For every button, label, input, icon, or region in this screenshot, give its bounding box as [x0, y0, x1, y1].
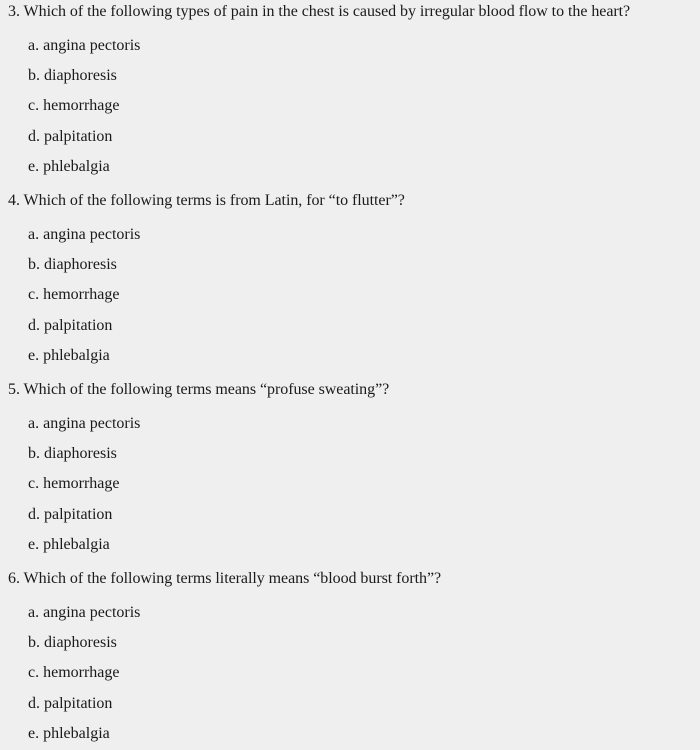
option-a[interactable]: a. angina pectoris — [28, 415, 141, 432]
answer-options — [8, 603, 700, 744]
option-a[interactable]: a. angina pectoris — [28, 604, 141, 621]
question-prompt: 3. Which of the following types of pain in the chest is caused by irregular blood flow to the heart? — [8, 3, 631, 20]
option-b[interactable]: b. diaphoresis — [28, 67, 117, 85]
option-c[interactable]: c. hemorrhage — [28, 97, 120, 115]
question-6 — [8, 569, 700, 744]
option-d[interactable]: d. palpitation — [28, 694, 113, 712]
option-a[interactable]: a. angina pectoris — [28, 226, 141, 243]
option-c[interactable]: c. hemorrhage — [28, 286, 120, 304]
option-b[interactable]: b. diaphoresis — [28, 634, 117, 652]
option-a[interactable]: a. angina pectoris — [28, 37, 141, 54]
option-d[interactable]: d. palpitation — [28, 127, 113, 145]
question-prompt: 4. Which of the following terms is from Latin, for “to flutter”? — [8, 192, 405, 209]
option-c[interactable]: c. hemorrhage — [28, 664, 120, 682]
question-5 — [8, 380, 700, 555]
answer-options — [8, 36, 700, 177]
option-e[interactable]: e. phlebalgia — [28, 724, 110, 742]
option-d[interactable]: d. palpitation — [28, 505, 113, 523]
question-prompt: 5. Which of the following terms means “profuse sweating”? — [8, 381, 390, 398]
question-4 — [8, 191, 700, 366]
question-3 — [8, 2, 700, 177]
question-prompt: 6. Which of the following terms literally means “blood burst forth”? — [8, 570, 442, 587]
answer-options — [8, 225, 700, 366]
option-b[interactable]: b. diaphoresis — [28, 445, 117, 463]
option-e[interactable]: e. phlebalgia — [28, 535, 110, 553]
option-e[interactable]: e. phlebalgia — [28, 346, 110, 364]
option-d[interactable]: d. palpitation — [28, 316, 113, 334]
option-b[interactable]: b. diaphoresis — [28, 256, 117, 274]
option-e[interactable]: e. phlebalgia — [28, 157, 110, 175]
option-c[interactable]: c. hemorrhage — [28, 475, 120, 493]
answer-options — [8, 414, 700, 555]
